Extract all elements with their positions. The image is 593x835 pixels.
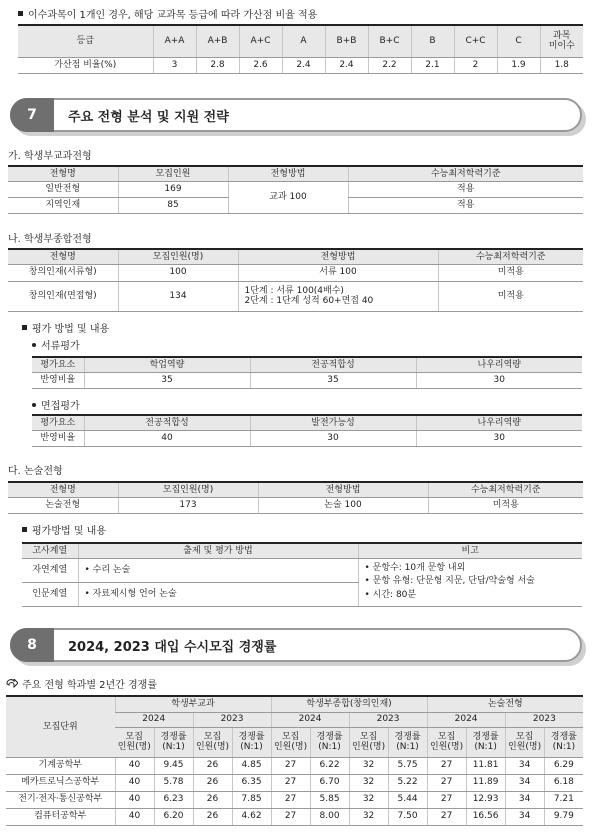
group-header: 학생부교과 — [115, 696, 271, 712]
table-cell: 창의인재(면접형) — [8, 281, 118, 311]
recruit-count: 27 — [427, 774, 466, 791]
table-cell: 173 — [118, 497, 258, 513]
competition-ratio: 5.22 — [388, 774, 427, 791]
ratio-col-header: 경쟁률 (N:1) — [466, 727, 505, 757]
grade-header: B — [411, 25, 454, 57]
ratio-col-header: 경쟁률 (N:1) — [154, 727, 193, 757]
competition-ratio: 11.81 — [466, 757, 505, 774]
square-bullet-icon — [22, 527, 27, 532]
section-8-header — [10, 628, 582, 662]
na-table — [8, 248, 583, 312]
comp-subtitle: 주요 전형 학과별 2년간 경쟁률 — [6, 676, 157, 691]
grade-value: 2.4 — [282, 57, 325, 73]
group-header: 논술전형 — [427, 696, 583, 712]
recruit-col-header: 모집 인원(명) — [427, 727, 466, 757]
grade-bonus-table — [18, 24, 583, 74]
table-cell: 134 — [118, 281, 238, 311]
year-header: 2024 — [427, 712, 505, 727]
essay-eval-title: 평가방법 및 내용 — [22, 522, 106, 537]
unit-name: 기계공학부 — [6, 757, 115, 774]
eval-title: 평가 방법 및 내용 — [22, 320, 109, 335]
essay-eval-table — [22, 542, 582, 607]
table-cell: 지역인재 — [8, 197, 118, 213]
note-line: • 시간: 80분 — [364, 589, 417, 600]
recruit-count: 27 — [271, 757, 310, 774]
col-header: 학업역량 — [84, 357, 250, 372]
ga-title: 가. 학생부교과전형 — [8, 151, 92, 162]
col-header: 전형방법 — [258, 482, 428, 497]
grade-value: 2 — [454, 57, 497, 73]
arrow-right-icon — [6, 679, 18, 689]
recruit-col-header: 모집 인원(명) — [193, 727, 232, 757]
table-cell: 일반전형 — [8, 181, 118, 197]
square-bullet-icon — [18, 11, 23, 16]
recruit-count: 26 — [193, 791, 232, 808]
table-cell: 35 — [250, 372, 416, 388]
competition-ratio: 6.20 — [154, 808, 193, 825]
recruit-count: 34 — [505, 757, 544, 774]
section-number: 8 — [10, 628, 54, 662]
note-line: • 문항수: 10개 문항 내외 — [364, 563, 466, 574]
grade-header: B+C — [368, 25, 411, 57]
grade-header: B+B — [325, 25, 368, 57]
da-title: 다. 논술전형 — [8, 466, 63, 477]
unit-header: 모집단위 — [6, 696, 115, 757]
grade-value: 3 — [153, 57, 196, 73]
table-cell: 35 — [84, 372, 250, 388]
recruit-col-header: 모집 인원(명) — [505, 727, 544, 757]
table-cell: 반영비율 — [32, 372, 84, 388]
table-cell: 인문계열 — [22, 582, 78, 606]
col-header: 수능최저학력기준 — [428, 482, 583, 497]
grade-value: 1.9 — [497, 57, 540, 73]
table-cell: 논술 100 — [258, 497, 428, 513]
competition-ratio: 6.35 — [232, 774, 271, 791]
competition-ratio: 9.45 — [154, 757, 193, 774]
dot-bullet-icon — [32, 343, 36, 347]
col-header: 전공적합성 — [250, 357, 416, 372]
grade-row-label: 가산점 비율(%) — [18, 57, 153, 73]
recruit-count: 32 — [349, 774, 388, 791]
col-header: 전형명 — [8, 249, 118, 264]
grade-header: A+C — [239, 25, 282, 57]
table-row — [6, 808, 583, 825]
table-cell: 미적용 — [428, 497, 583, 513]
table-row — [6, 791, 583, 808]
recruit-count: 27 — [271, 808, 310, 825]
recruit-count: 27 — [427, 757, 466, 774]
recruit-count: 34 — [505, 808, 544, 825]
col-header: 전형방법 — [238, 249, 438, 264]
unit-name: 메카트로닉스공학부 — [6, 774, 115, 791]
table-cell: 자연계열 — [22, 558, 78, 582]
col-header: 비고 — [358, 543, 582, 558]
table-cell: 30 — [250, 430, 416, 446]
table-cell: 40 — [84, 430, 250, 446]
unit-name: 전기·전자·통신공학부 — [6, 791, 115, 808]
note-line: • 문항 유형: 단문형 지문, 단답/약술형 서술 — [364, 576, 536, 587]
col-header: 전공적합성 — [84, 415, 250, 430]
notes-cell — [358, 558, 582, 606]
recruit-col-header: 모집 인원(명) — [349, 727, 388, 757]
grade-value: 2.6 — [239, 57, 282, 73]
col-header: 모집인원 — [118, 166, 228, 181]
grade-header: 과목 미이수 — [540, 25, 583, 57]
grade-header-label: 등급 — [18, 25, 153, 57]
competition-ratio: 12.93 — [466, 791, 505, 808]
competition-ratio: 7.21 — [544, 791, 583, 808]
competition-ratio: 8.00 — [310, 808, 349, 825]
grade-header: C — [497, 25, 540, 57]
recruit-count: 40 — [115, 757, 154, 774]
col-header: 수능최저학력기준 — [348, 166, 583, 181]
competition-ratio: 4.85 — [232, 757, 271, 774]
col-header: 나우리역량 — [416, 415, 582, 430]
ratio-col-header: 경쟁률 (N:1) — [544, 727, 583, 757]
competition-ratio: 6.70 — [310, 774, 349, 791]
col-header: 출제 및 평가 방법 — [78, 543, 358, 558]
col-header: 평가요소 — [32, 415, 84, 430]
col-header: 수능최저학력기준 — [438, 249, 583, 264]
table-cell: 169 — [118, 181, 228, 197]
grade-value: 1.8 — [540, 57, 583, 73]
grade-value: 2.1 — [411, 57, 454, 73]
grade-header: A — [282, 25, 325, 57]
year-header: 2023 — [193, 712, 271, 727]
recruit-col-header: 모집 인원(명) — [115, 727, 154, 757]
recruit-count: 32 — [349, 808, 388, 825]
doc-eval-table — [32, 356, 582, 389]
section-title: 2024, 2023 대입 수시모집 경쟁률 — [68, 639, 277, 655]
recruit-count: 26 — [193, 757, 232, 774]
table-cell: 30 — [416, 430, 582, 446]
interview-eval-table — [32, 414, 582, 447]
year-header: 2023 — [505, 712, 583, 727]
grade-value: 2.4 — [325, 57, 368, 73]
recruit-count: 40 — [115, 808, 154, 825]
table-cell: 100 — [118, 264, 238, 281]
col-header: 발전가능성 — [250, 415, 416, 430]
grade-header: A+B — [196, 25, 239, 57]
method-line: 2단계 : 1단계 성적 60+면접 40 — [244, 296, 374, 306]
grade-value: 2.2 — [368, 57, 411, 73]
table-row — [6, 774, 583, 791]
competition-ratio: 7.85 — [232, 791, 271, 808]
method-line: 1단계 : 서류 100(4배수) — [244, 285, 344, 296]
recruit-col-header: 모집 인원(명) — [271, 727, 310, 757]
recruit-count: 27 — [427, 791, 466, 808]
competition-ratio: 5.78 — [154, 774, 193, 791]
ratio-col-header: 경쟁률 (N:1) — [310, 727, 349, 757]
col-header: 전형방법 — [228, 166, 348, 181]
competition-ratio: 5.75 — [388, 757, 427, 774]
competition-ratio: 9.79 — [544, 808, 583, 825]
da-table — [8, 481, 583, 514]
grade-header: A+A — [153, 25, 196, 57]
square-bullet-icon — [22, 325, 27, 330]
recruit-count: 26 — [193, 808, 232, 825]
competition-ratio: 6.18 — [544, 774, 583, 791]
col-header: 고사계열 — [22, 543, 78, 558]
year-header: 2024 — [115, 712, 193, 727]
competition-ratio: 4.62 — [232, 808, 271, 825]
year-header: 2024 — [271, 712, 349, 727]
table-row — [6, 757, 583, 774]
competition-table — [6, 695, 583, 826]
competition-ratio: 5.85 — [310, 791, 349, 808]
table-cell — [238, 281, 438, 311]
recruit-count: 32 — [349, 791, 388, 808]
group-header: 학생부종합(창의인재) — [271, 696, 427, 712]
competition-ratio: 6.23 — [154, 791, 193, 808]
year-header: 2023 — [349, 712, 427, 727]
ga-table — [8, 165, 583, 214]
section-number: 7 — [10, 98, 54, 132]
grade-header: C+C — [454, 25, 497, 57]
competition-ratio: 7.50 — [388, 808, 427, 825]
competition-ratio: 5.44 — [388, 791, 427, 808]
competition-ratio: 11.89 — [466, 774, 505, 791]
grade-value: 2.8 — [196, 57, 239, 73]
table-cell: 적용 — [348, 197, 583, 213]
table-cell: 미적용 — [438, 281, 583, 311]
recruit-count: 34 — [505, 791, 544, 808]
competition-ratio: 16.56 — [466, 808, 505, 825]
na-title: 나. 학생부종합전형 — [8, 234, 92, 245]
table-cell: • 수리 논술 — [78, 558, 358, 582]
recruit-count: 27 — [271, 791, 310, 808]
section-7-header — [10, 98, 582, 132]
col-header: 평가요소 — [32, 357, 84, 372]
competition-ratio: 6.22 — [310, 757, 349, 774]
section-title: 주요 전형 분석 및 지원 전략 — [68, 109, 229, 125]
table-cell: • 자료제시형 언어 논술 — [78, 582, 358, 606]
table-cell: 30 — [416, 372, 582, 388]
recruit-count: 26 — [193, 774, 232, 791]
col-header: 전형명 — [8, 166, 118, 181]
col-header: 모집인원(명) — [118, 249, 238, 264]
col-header: 나우리역량 — [416, 357, 582, 372]
table-cell: 서류 100 — [238, 264, 438, 281]
interview-eval-title: 면접평가 — [32, 397, 80, 412]
table-cell: 적용 — [348, 181, 583, 197]
recruit-count: 27 — [427, 808, 466, 825]
recruit-count: 27 — [271, 774, 310, 791]
table-cell: 교과 100 — [228, 181, 348, 213]
ratio-col-header: 경쟁률 (N:1) — [232, 727, 271, 757]
table-cell: 창의인재(서류형) — [8, 264, 118, 281]
table-cell: 반영비율 — [32, 430, 84, 446]
table-cell: 논술전형 — [8, 497, 118, 513]
doc-eval-title: 서류평가 — [32, 337, 80, 352]
recruit-count: 40 — [115, 791, 154, 808]
col-header: 전형명 — [8, 482, 118, 497]
competition-ratio: 6.29 — [544, 757, 583, 774]
recruit-count: 40 — [115, 774, 154, 791]
recruit-count: 32 — [349, 757, 388, 774]
recruit-count: 34 — [505, 774, 544, 791]
table-cell: 미적용 — [438, 264, 583, 281]
ratio-col-header: 경쟁률 (N:1) — [388, 727, 427, 757]
dot-bullet-icon — [32, 403, 36, 407]
top-note: 이수과목이 1개인 경우, 해당 교과목 등급에 따라 가산점 비율 적용 — [18, 6, 317, 21]
col-header: 모집인원(명) — [118, 482, 258, 497]
unit-name: 컴퓨터공학부 — [6, 808, 115, 825]
table-cell: 85 — [118, 197, 228, 213]
